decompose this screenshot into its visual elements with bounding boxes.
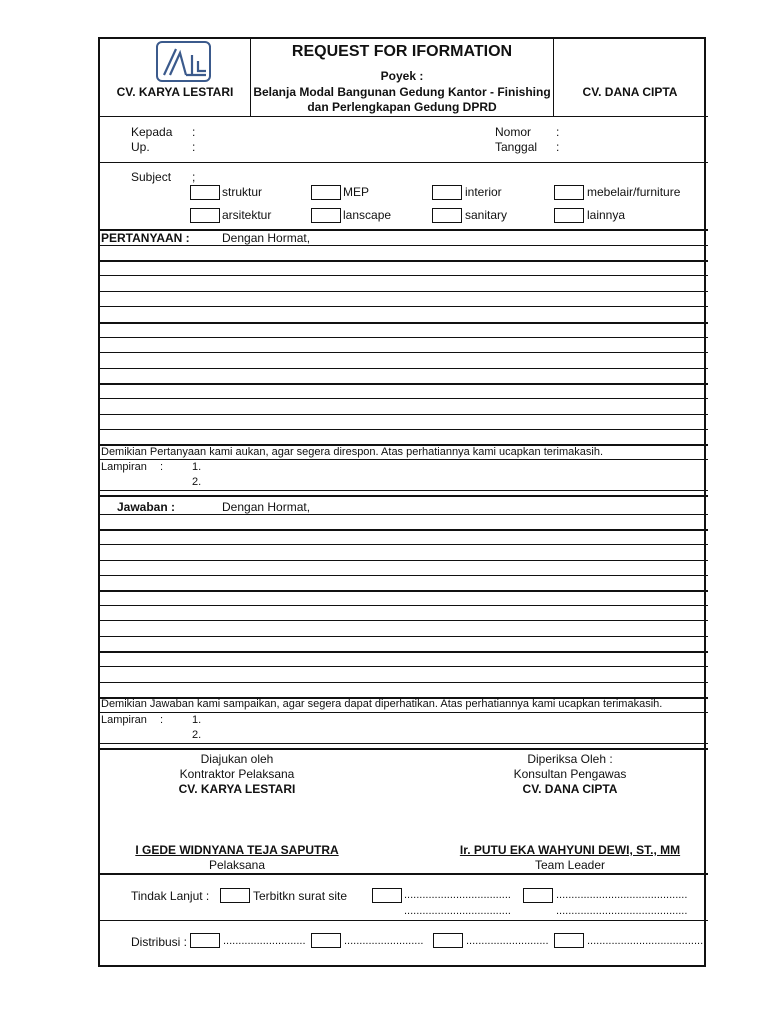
distribution-dots-2: .......................... (344, 935, 424, 947)
consultant-signatory: Ir. PUTU EKA WAHYUNI DEWI, ST., MM (459, 843, 681, 857)
ruled-line (98, 260, 708, 262)
checked-by-label: Diperiksa Oleh : (527, 752, 613, 766)
answer-label: Jawaban : (117, 500, 176, 514)
checkbox-followup-3[interactable] (523, 888, 553, 903)
checkbox-struktur[interactable] (190, 185, 220, 200)
ruled-line (98, 337, 708, 338)
answer-closing: Demikian Jawaban kami sampaikan, agar segera dapat diperhatikan. Atas perhatiannya kami ucapkan terimakasih. (101, 698, 663, 710)
tanggal-label: Tanggal (495, 140, 538, 154)
answer-attachment-2: 2. (192, 729, 202, 741)
up-label: Up. (131, 140, 150, 154)
nomor-label: Nomor (495, 125, 532, 139)
contractor-company: CV. KARYA LESTARI (178, 782, 296, 796)
followup-dots-d: ........................................... (556, 905, 688, 917)
checkbox-interior[interactable] (432, 185, 462, 200)
checkbox-distribution-3[interactable] (433, 933, 463, 948)
ruled-line (98, 666, 708, 667)
question-label: PERTANYAAN : (101, 231, 190, 245)
answer-attachment-label: Lampiran (101, 714, 147, 726)
contractor-signatory: I GEDE WIDNYANA TEJA SAPUTRA (135, 843, 339, 857)
checkbox-sanitary[interactable] (432, 208, 462, 223)
divider (98, 162, 708, 163)
project-label: Poyek : (380, 69, 424, 83)
ruled-line (98, 529, 708, 531)
form-frame (98, 37, 706, 967)
ruled-line (98, 275, 708, 276)
ruled-line (98, 306, 708, 307)
divider (98, 495, 708, 497)
ruled-line (98, 743, 708, 744)
option-mep: MEP (343, 185, 370, 199)
checkbox-surat-site[interactable] (220, 888, 250, 903)
ruled-line (98, 605, 708, 606)
checkbox-mep[interactable] (311, 185, 341, 200)
ruled-line (98, 414, 708, 415)
option-struktur: struktur (222, 185, 263, 199)
consultant-role: Team Leader (534, 858, 606, 872)
tanggal-colon: : (556, 140, 560, 154)
header-divider-right (553, 37, 554, 117)
answer-greeting: Dengan Hormat, (222, 500, 311, 514)
ruled-line (98, 544, 708, 545)
checkbox-mebelair[interactable] (554, 185, 584, 200)
checkbox-lainnya[interactable] (554, 208, 584, 223)
distribution-dots-4: ....................................... (587, 935, 706, 947)
subject-colon: ; (192, 170, 196, 184)
followup-label: Tindak Lanjut : (131, 889, 210, 903)
divider (98, 116, 708, 117)
project-line-1: Belanja Modal Bangunan Gedung Kantor - Finishing (253, 85, 551, 99)
question-attachment-colon: : (160, 461, 164, 473)
ruled-line (98, 514, 708, 515)
project-line-2: dan Perlengkapan Gedung DPRD (307, 100, 497, 114)
ruled-line (98, 682, 708, 683)
option-arsitektur: arsitektur (222, 208, 272, 222)
distribution-dots-1: ........................... (223, 935, 306, 947)
answer-attachment-colon: : (160, 714, 164, 726)
option-interior: interior (465, 185, 502, 199)
subject-label: Subject (131, 170, 172, 184)
ruled-line (98, 490, 708, 491)
option-lainnya: lainnya (587, 208, 626, 222)
ruled-line (98, 651, 708, 653)
followup-dots-b: ........................................... (556, 889, 688, 901)
consultant-label: Konsultan Pengawas (513, 767, 627, 781)
nomor-colon: : (556, 125, 560, 139)
option-sanitary: sanitary (465, 208, 508, 222)
submitted-by-label: Diajukan oleh (200, 752, 274, 766)
consultant-company: CV. DANA CIPTA (522, 782, 618, 796)
checkbox-distribution-1[interactable] (190, 933, 220, 948)
divider (98, 873, 708, 875)
kepada-label: Kepada (131, 125, 173, 139)
question-attachment-1: 1. (192, 461, 202, 473)
ruled-line (98, 575, 708, 576)
right-company-name: CV. DANA CIPTA (582, 85, 678, 99)
distribution-dots-3: ........................... (466, 935, 549, 947)
left-company-name: CV. KARYA LESTARI (116, 85, 234, 99)
ruled-line (98, 352, 708, 353)
checkbox-arsitektur[interactable] (190, 208, 220, 223)
ruled-line (98, 459, 708, 460)
ruled-line (98, 429, 708, 430)
ruled-line (98, 322, 708, 324)
ruled-line (98, 383, 708, 385)
ruled-line (98, 398, 708, 399)
contractor-label: Kontraktor Pelaksana (179, 767, 295, 781)
company-logo (156, 41, 211, 82)
question-closing: Demikian Pertanyaan kami aukan, agar segera direspon. Atas perhatiannya kami ucapkan terimakasih. (101, 446, 603, 458)
contractor-role: Pelaksana (208, 858, 266, 872)
checkbox-followup-2[interactable] (372, 888, 402, 903)
checkbox-lanscape[interactable] (311, 208, 341, 223)
form-title: REQUEST FOR IFORMATION (291, 43, 513, 60)
ruled-line (98, 590, 708, 592)
question-greeting: Dengan Hormat, (222, 231, 311, 245)
ruled-line (98, 291, 708, 292)
followup-option-1: Terbitkn surat site (253, 889, 348, 903)
followup-dots-a: ................................... (404, 889, 511, 901)
kepada-colon: : (192, 125, 196, 139)
question-attachment-label: Lampiran (101, 461, 147, 473)
ruled-line (98, 620, 708, 621)
ruled-line (98, 712, 708, 713)
question-attachment-2: 2. (192, 476, 202, 488)
ruled-line (98, 560, 708, 561)
ruled-line (98, 245, 708, 246)
ruled-line (98, 368, 708, 369)
divider (98, 920, 708, 921)
checkbox-distribution-4[interactable] (554, 933, 584, 948)
option-lanscape: lanscape (343, 208, 392, 222)
option-mebelair: mebelair/furniture (587, 185, 681, 199)
followup-dots-c: ................................... (404, 905, 511, 917)
divider (98, 748, 708, 750)
answer-attachment-1: 1. (192, 714, 202, 726)
ruled-line (98, 636, 708, 637)
checkbox-distribution-2[interactable] (311, 933, 341, 948)
up-colon: : (192, 140, 196, 154)
distribution-label: Distribusi : (131, 935, 188, 949)
